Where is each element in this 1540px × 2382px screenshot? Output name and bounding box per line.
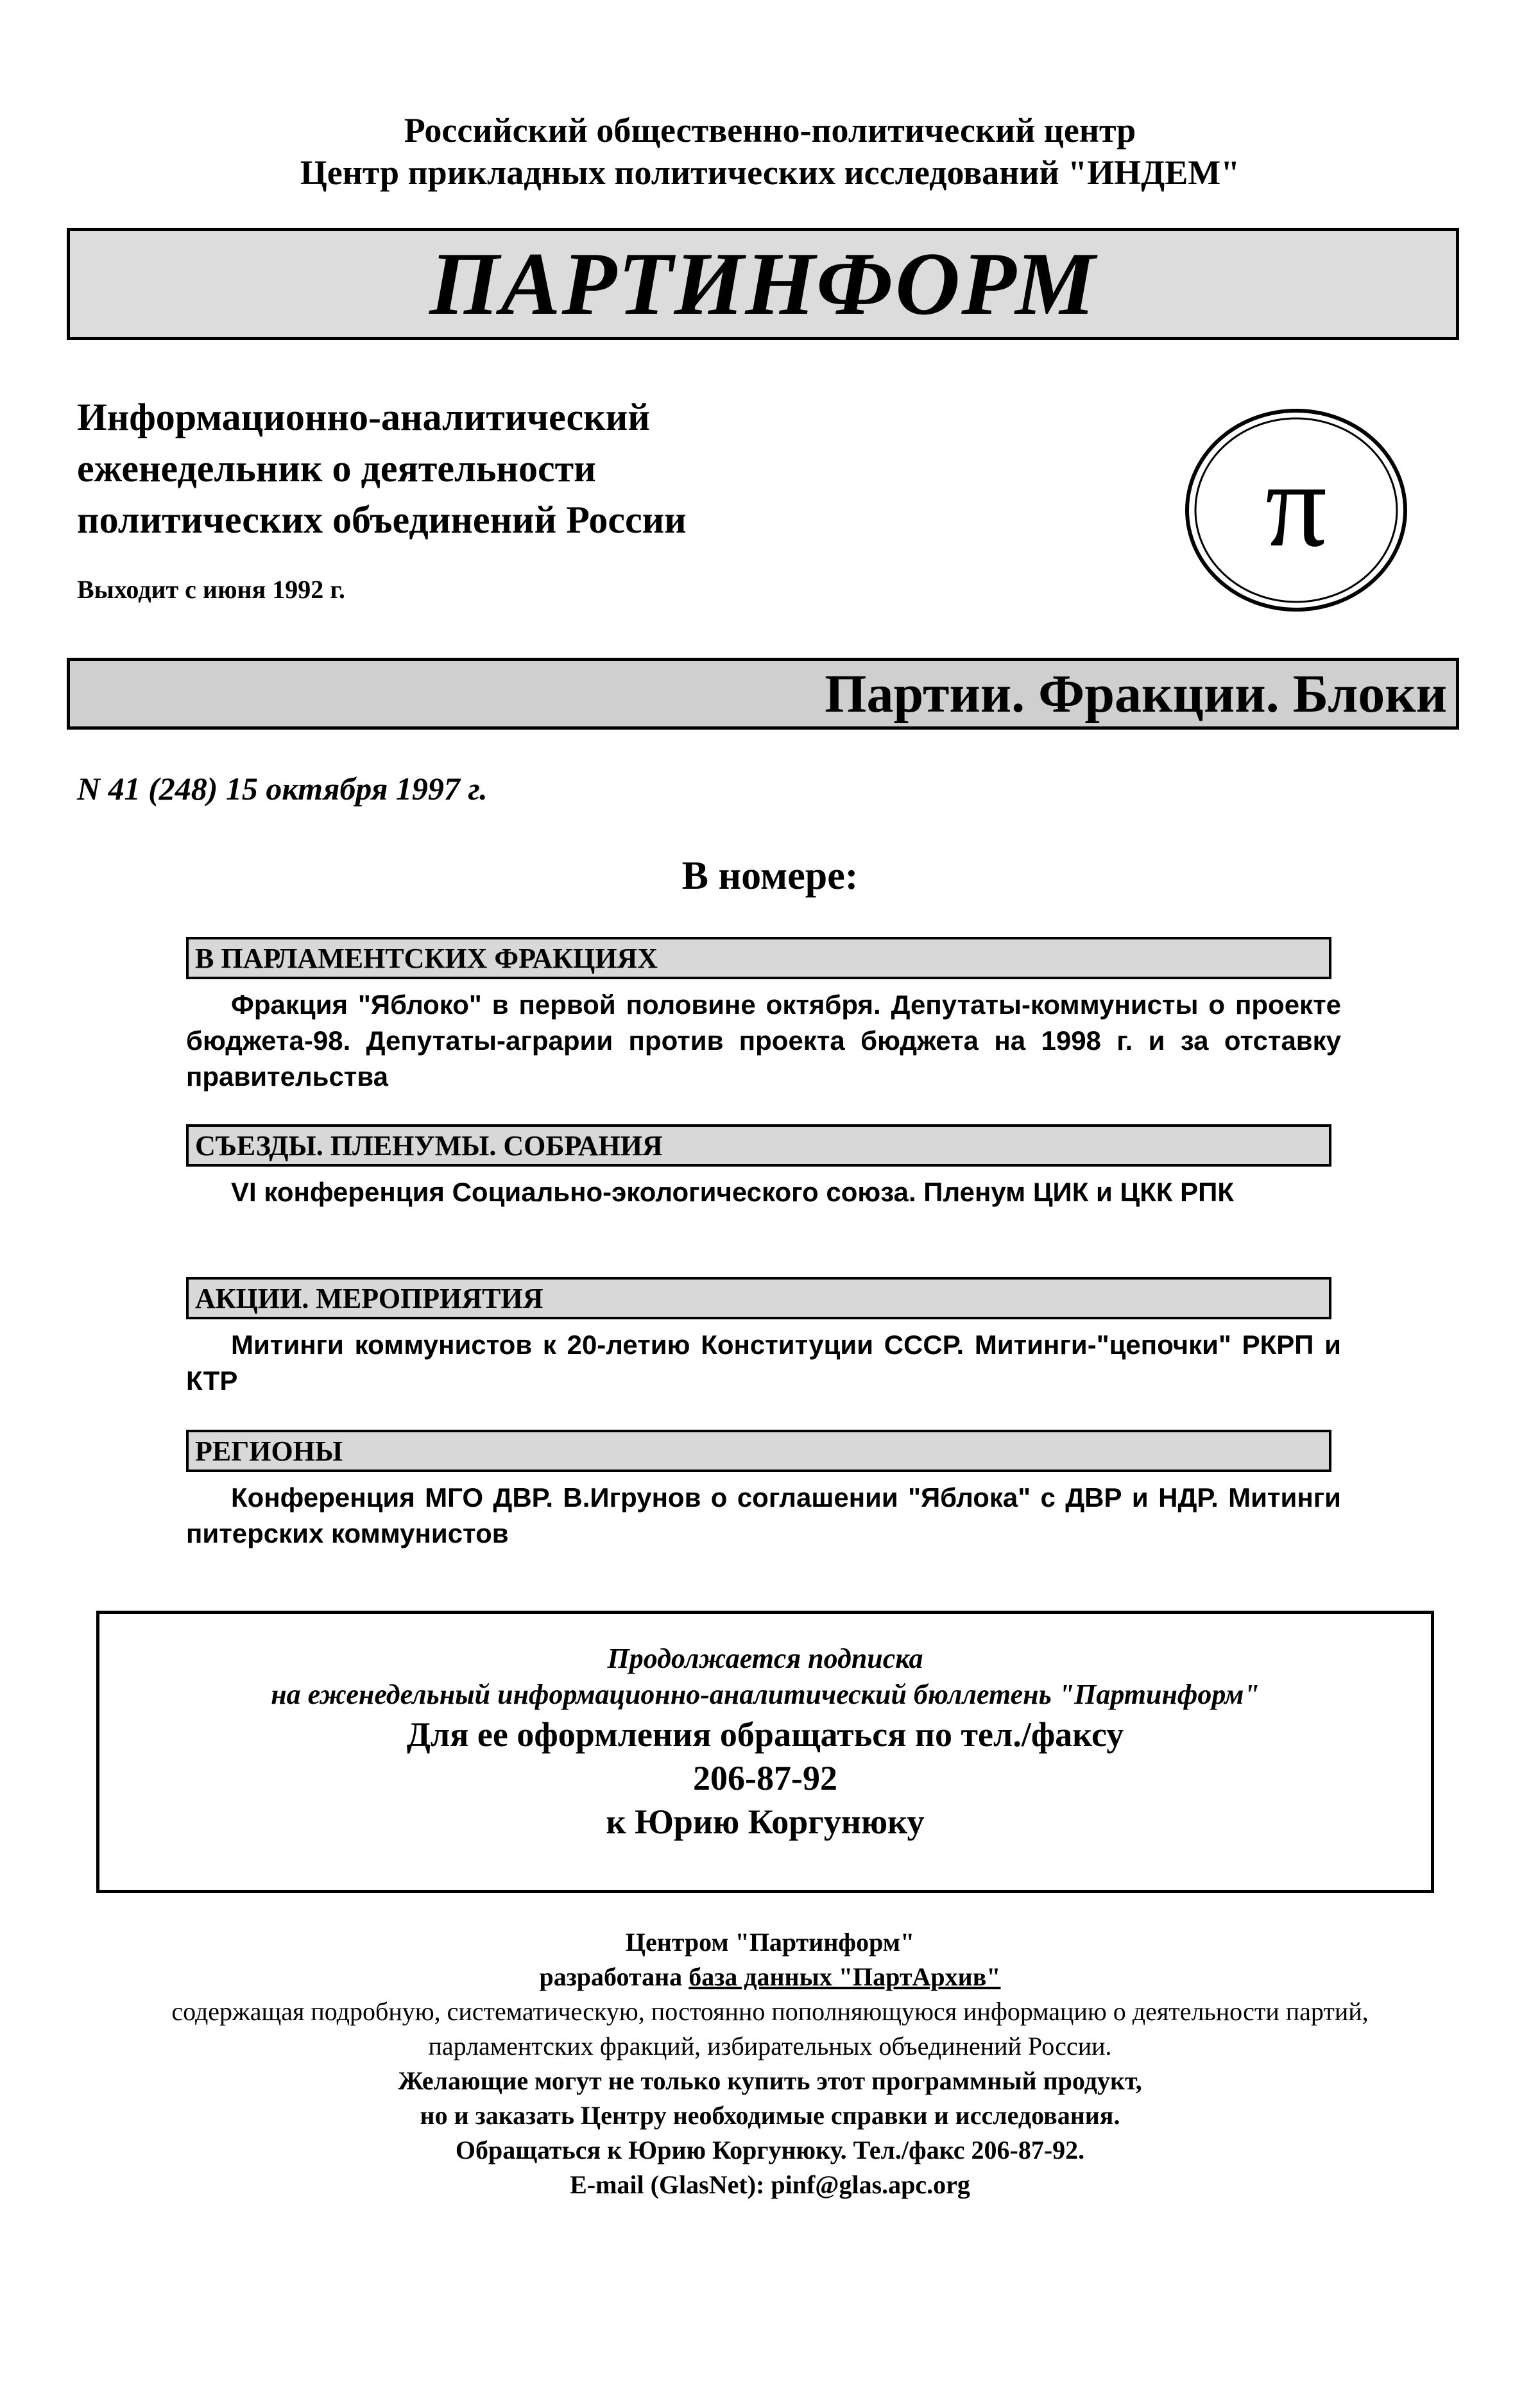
description-line: еженедельник о деятельности <box>77 447 596 490</box>
description-line: политических объединений России <box>77 499 687 541</box>
org-name-line: Российский общественно-политический центр <box>404 111 1136 150</box>
contents-section-text: Митинги коммунистов к 20-летию Конституции СССР. Митинги-"цепочки" РКРП и КТР <box>186 1330 1341 1396</box>
contents-section-heading: АКЦИИ. МЕРОПРИЯТИЯ <box>186 1277 1331 1319</box>
pi-logo-icon <box>1181 404 1412 616</box>
footer-info <box>0 1925 1540 2202</box>
subscription-line: к Юрию Коргунюку <box>606 1803 925 1841</box>
contents-section <box>186 1277 1341 1399</box>
footer-email: E-mail (GlasNet): pinf@glas.apc.org <box>570 2170 970 2199</box>
subscription-line: на еженедельный информационно-аналитический бюллетень "Партинформ" <box>271 1679 1260 1710</box>
subscription-box <box>96 1611 1434 1893</box>
contents-section-heading: СЪЕЗДЫ. ПЛЕНУМЫ. СОБРАНИЯ <box>186 1124 1331 1167</box>
contents-section-text: Конференция МГО ДВР. В.Игрунов о соглашении "Яблока" с ДВР и НДР. Митинги питерских коммунистов <box>186 1482 1341 1548</box>
database-link[interactable]: база данных "ПартАрхив" <box>689 1962 1001 1991</box>
issue-number: N 41 (248) 15 октября 1997 г. <box>77 771 488 807</box>
footer-line: Желающие могут не только купить этот программный продукт, <box>398 2066 1142 2095</box>
subscription-line: Для ее оформления обращаться по тел./факсу <box>406 1715 1124 1754</box>
footer-line: содержащая подробную, систематическую, постоянно пополняющуюся информацию о деятельности партий, <box>171 1997 1369 2026</box>
contents-section-text: Фракция "Яблоко" в первой половине октября. Депутаты-коммунисты о проекте бюджета-98. Депутаты-аграрии против проекта бюджета на 1998 г. и за отставку правительства <box>186 990 1341 1092</box>
subscription-phone: 206-87-92 <box>693 1759 837 1797</box>
contents-section-heading: В ПАРЛАМЕНТСКИХ ФРАКЦИЯХ <box>186 937 1331 979</box>
masthead-title: ПАРТИНФОРМ <box>429 234 1097 334</box>
footer-line: парламентских фракций, избирательных объединений России. <box>428 2032 1112 2061</box>
footer-line: Обращаться к Юрию Коргунюку. Тел./факс 206-87-92. <box>455 2136 1085 2164</box>
footer-line <box>0 1960 1540 1994</box>
center-name-line: Центр прикладных политических исследований "ИНДЕМ" <box>300 153 1240 192</box>
section-banner-title: Партии. Фракции. Блоки <box>825 664 1447 724</box>
footer-text: разработана <box>539 1962 689 1991</box>
section-banner <box>67 658 1459 730</box>
organization-header <box>0 109 1540 194</box>
contents-section <box>186 1124 1341 1210</box>
contents-section <box>186 1430 1341 1552</box>
footer-line: но и заказать Центру необходимые справки и исследования. <box>420 2101 1120 2130</box>
description-line: Информационно-аналитический <box>77 396 650 438</box>
contents-section-heading: РЕГИОНЫ <box>186 1430 1331 1472</box>
contents-section-text: VI конференция Социально-экологического союза. Пленум ЦИК и ЦКК РПК <box>231 1177 1234 1207</box>
masthead-box <box>67 228 1459 340</box>
pi-glyph: π <box>1265 438 1327 572</box>
footer-line: Центром "Партинформ" <box>625 1928 915 1957</box>
contents-title: В номере: <box>681 854 859 898</box>
contents-section <box>186 937 1341 1095</box>
since-date: Выходит с июня 1992 г. <box>77 575 345 604</box>
subscription-line: Продолжается подписка <box>607 1643 923 1674</box>
publication-description <box>77 391 687 545</box>
